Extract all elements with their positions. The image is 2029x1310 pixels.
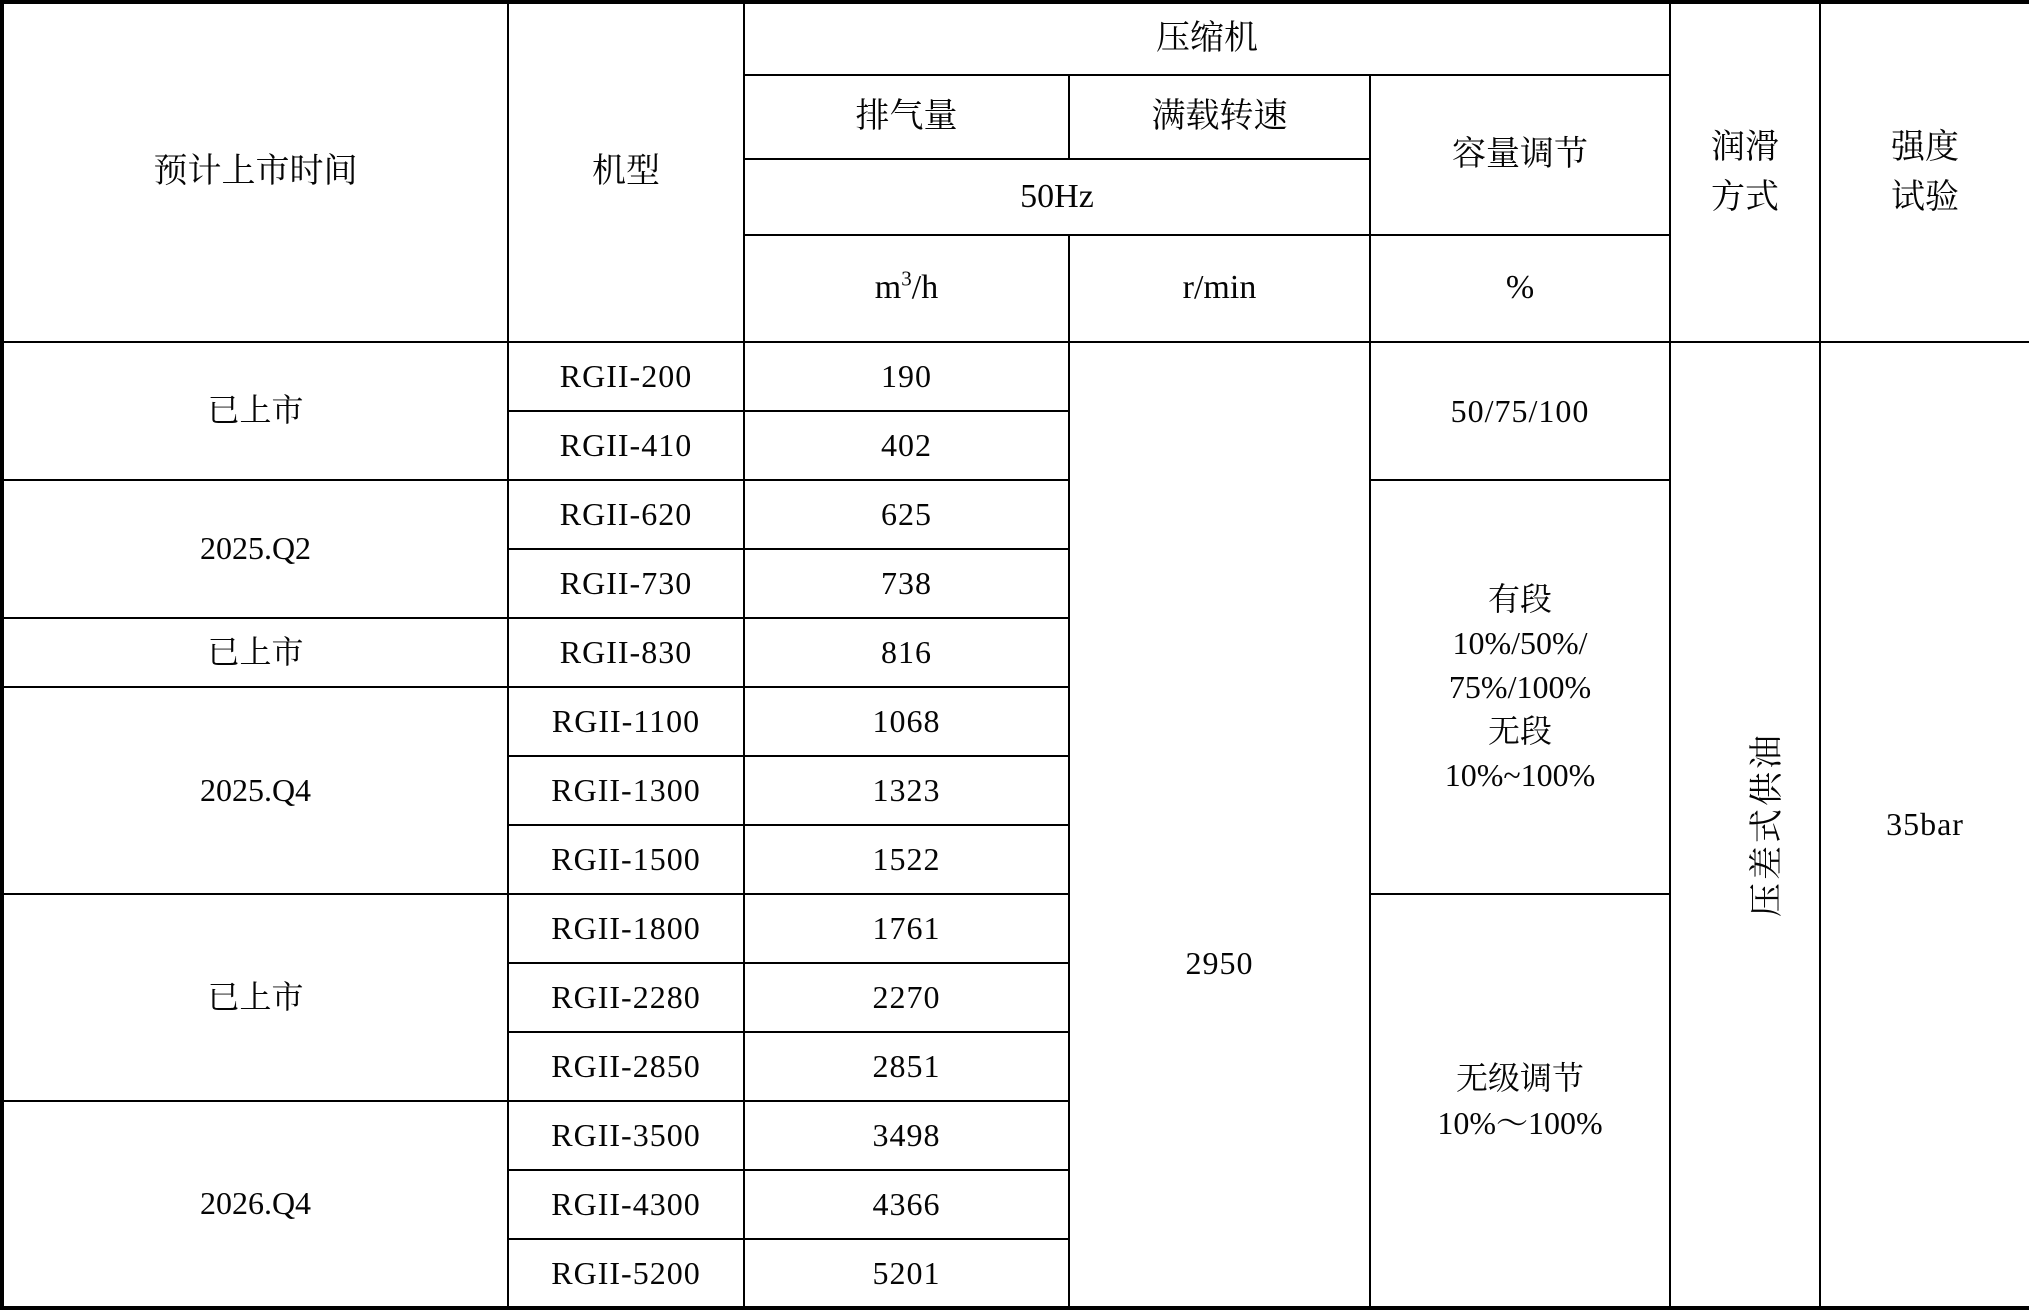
cell-launch-time: 已上市 — [2, 894, 508, 1101]
capacity-line: 75%/100% — [1448, 668, 1592, 705]
cell-displacement: 1522 — [744, 825, 1069, 894]
cell-launch-time: 2025.Q2 — [2, 480, 508, 618]
header-lubrication-line1: 润滑 — [1711, 129, 1780, 167]
cell-model: RGII-830 — [508, 618, 744, 687]
cell-displacement: 4366 — [744, 1170, 1069, 1239]
header-full-load-speed: 满载转速 — [1069, 75, 1370, 159]
cell-model: RGII-620 — [508, 480, 744, 549]
cell-displacement: 402 — [744, 411, 1069, 480]
speed-value: 2950 — [1185, 945, 1254, 981]
cell-model: RGII-3500 — [508, 1101, 744, 1170]
cell-displacement: 5201 — [744, 1239, 1069, 1308]
unit-displacement — [744, 235, 1069, 342]
unit-displacement-rest: /h — [911, 269, 939, 307]
capacity-line: 无段 — [1488, 713, 1553, 750]
cell-full-load-speed — [1069, 342, 1370, 1308]
header-lubrication-line2: 方式 — [1711, 178, 1780, 216]
cell-model: RGII-1500 — [508, 825, 744, 894]
capacity-line: 有段 — [1488, 580, 1553, 617]
cell-model: RGII-410 — [508, 411, 744, 480]
cell-displacement: 816 — [744, 618, 1069, 687]
unit-displacement-sup: 3 — [901, 267, 912, 292]
cell-capacity-control — [1370, 480, 1670, 894]
capacity-line: 无级调节 — [1456, 1060, 1585, 1097]
header-compressor: 压缩机 — [744, 2, 1670, 75]
capacity-line: 10%/50%/ — [1452, 624, 1588, 661]
cell-strength-test: 35bar — [1820, 342, 2029, 1308]
header-frequency: 50Hz — [744, 159, 1370, 235]
header-expected-launch-time: 预计上市时间 — [2, 2, 508, 342]
header-strength-test — [1820, 2, 2029, 342]
header-strength-line1: 强度 — [1891, 129, 1960, 167]
cell-displacement: 2851 — [744, 1032, 1069, 1101]
cell-lubrication — [1670, 342, 1820, 1308]
cell-capacity-control: 50/75/100 — [1370, 342, 1670, 480]
cell-launch-time: 已上市 — [2, 342, 508, 480]
header-row-1 — [2, 2, 2029, 75]
cell-model: RGII-1300 — [508, 756, 744, 825]
cell-displacement: 738 — [744, 549, 1069, 618]
cell-displacement: 1323 — [744, 756, 1069, 825]
unit-capacity: % — [1370, 235, 1670, 342]
header-displacement: 排气量 — [744, 75, 1069, 159]
cell-displacement: 625 — [744, 480, 1069, 549]
cell-displacement: 2270 — [744, 963, 1069, 1032]
cell-model: RGII-1100 — [508, 687, 744, 756]
cell-model: RGII-2850 — [508, 1032, 744, 1101]
header-lubrication-method — [1670, 2, 1820, 342]
cell-model: RGII-4300 — [508, 1170, 744, 1239]
unit-speed: r/min — [1069, 235, 1370, 342]
cell-launch-time: 2025.Q4 — [2, 687, 508, 894]
cell-launch-time: 2026.Q4 — [2, 1101, 508, 1308]
cell-launch-time: 已上市 — [2, 618, 508, 687]
header-model: 机型 — [508, 2, 744, 342]
cell-displacement: 3498 — [744, 1101, 1069, 1170]
capacity-line: 10%～100% — [1437, 1104, 1603, 1141]
table-row — [2, 342, 2029, 411]
cell-model: RGII-1800 — [508, 894, 744, 963]
cell-displacement: 190 — [744, 342, 1069, 411]
cell-model: RGII-5200 — [508, 1239, 744, 1308]
lubrication-value: 压差式供油 — [1749, 732, 1787, 917]
header-strength-line2: 试验 — [1891, 178, 1960, 216]
header-capacity-control: 容量调节 — [1370, 75, 1670, 235]
cell-displacement: 1761 — [744, 894, 1069, 963]
cell-model: RGII-200 — [508, 342, 744, 411]
capacity-line: 10%~100% — [1444, 757, 1596, 794]
cell-model: RGII-730 — [508, 549, 744, 618]
cell-capacity-control — [1370, 894, 1670, 1308]
unit-displacement-base: m — [874, 269, 902, 307]
cell-displacement: 1068 — [744, 687, 1069, 756]
cell-model: RGII-2280 — [508, 963, 744, 1032]
